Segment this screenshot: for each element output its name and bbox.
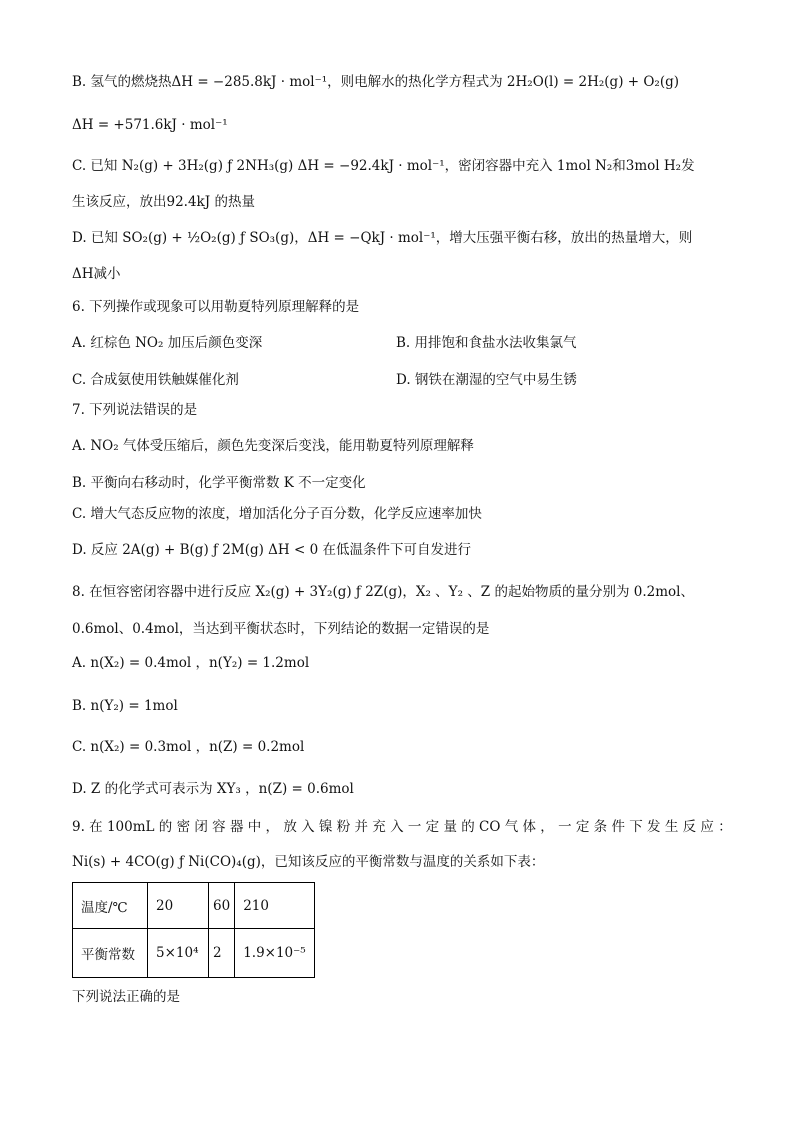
table-row — [73, 929, 315, 978]
q7-option-a: A. NO₂ 气体受压缩后，颜色先变深后变浅，能用勒夏特列原理解释 — [72, 438, 474, 454]
equilibrium-constant-table — [72, 882, 315, 978]
table-header-cell: 温度/℃ — [73, 883, 148, 929]
table-header-cell: 平衡常数 — [73, 929, 148, 978]
q8-option-c: C. n(X₂) = 0.3mol ，n(Z) = 0.2mol — [72, 739, 305, 755]
table-cell: 1.9×10⁻⁵ — [235, 929, 315, 978]
table-row — [73, 883, 315, 929]
q7-stem: 7. 下列说法错误的是 — [72, 402, 198, 418]
table-cell: 60 — [209, 883, 235, 929]
q9-prompt: 下列说法正确的是 — [72, 989, 180, 1005]
q9-equation: Ni(s) + 4CO(g) ƒ Ni(CO)₄(g)，已知该反应的平衡常数与温度的关系如下表： — [72, 854, 545, 870]
q8-stem-cont: 0.6mol、0.4mol，当达到平衡状态时，下列结论的数据一定错误的是 — [72, 621, 490, 637]
q7-option-d: D. 反应 2A(g) + B(g) ƒ 2M(g) ΔH < 0 在低温条件下可自发进行 — [72, 542, 471, 558]
table-cell: 210 — [235, 883, 315, 929]
q6-option-a: A. 红棕色 NO₂ 加压后颜色变深 — [72, 335, 263, 351]
q8-stem: 8. 在恒容密闭容器中进行反应 X₂(g) + 3Y₂(g) ƒ 2Z(g)，X₂ 、Y₂ 、Z 的起始物质的量分别为 0.2mol、 — [72, 584, 694, 600]
q8-option-a: A. n(X₂) = 0.4mol ，n(Y₂) = 1.2mol — [72, 655, 310, 671]
q6-option-c: C. 合成氨使用铁触媒催化剂 — [72, 372, 239, 388]
q8-option-b: B. n(Y₂) = 1mol — [72, 698, 178, 714]
q6-stem: 6. 下列操作或现象可以用勒夏特列原理解释的是 — [72, 299, 360, 315]
q5-option-c: C. 已知 N₂(g) + 3H₂(g) ƒ 2NH₃(g) ΔH = −92.4kJ · mol⁻¹，密闭容器中充入 1mol N₂和3mol H₂发 — [72, 158, 695, 174]
q5-option-c-cont: 生该反应，放出92.4kJ 的热量 — [72, 194, 255, 210]
q8-option-d: D. Z 的化学式可表示为 XY₃ ，n(Z) = 0.6mol — [72, 781, 354, 797]
q5-option-d: D. 已知 SO₂(g) + ½O₂(g) ƒ SO₃(g)，ΔH = −QkJ · mol⁻¹，增大压强平衡右移，放出的热量增大，则 — [72, 230, 693, 246]
table-cell: 20 — [148, 883, 209, 929]
q5-option-b: B. 氢气的燃烧热ΔH = −285.8kJ · mol⁻¹，则电解水的热化学方程式为 2H₂O(l) = 2H₂(g) + O₂(g) — [72, 74, 680, 90]
q5-option-d-cont: ΔH减小 — [72, 266, 121, 282]
q6-option-b: B. 用排饱和食盐水法收集氯气 — [396, 335, 577, 351]
table-cell: 2 — [209, 929, 235, 978]
q7-option-c: C. 增大气态反应物的浓度，增加活化分子百分数，化学反应速率加快 — [72, 506, 482, 522]
q6-option-d: D. 钢铁在潮湿的空气中易生锈 — [396, 372, 577, 388]
q7-option-b: B. 平衡向右移动时，化学平衡常数 K 不一定变化 — [72, 475, 366, 491]
q5-option-b-cont: ΔH = +571.6kJ · mol⁻¹ — [72, 117, 228, 133]
q9-stem: 9. 在 100mL 的 密 闭 容 器 中 ， 放 入 镍 粉 并 充 入 一 定 量 的 CO 气 体 ， 一 定 条 件 下 发 生 反 应 ： — [72, 819, 732, 835]
table-cell: 5×10⁴ — [148, 929, 209, 978]
